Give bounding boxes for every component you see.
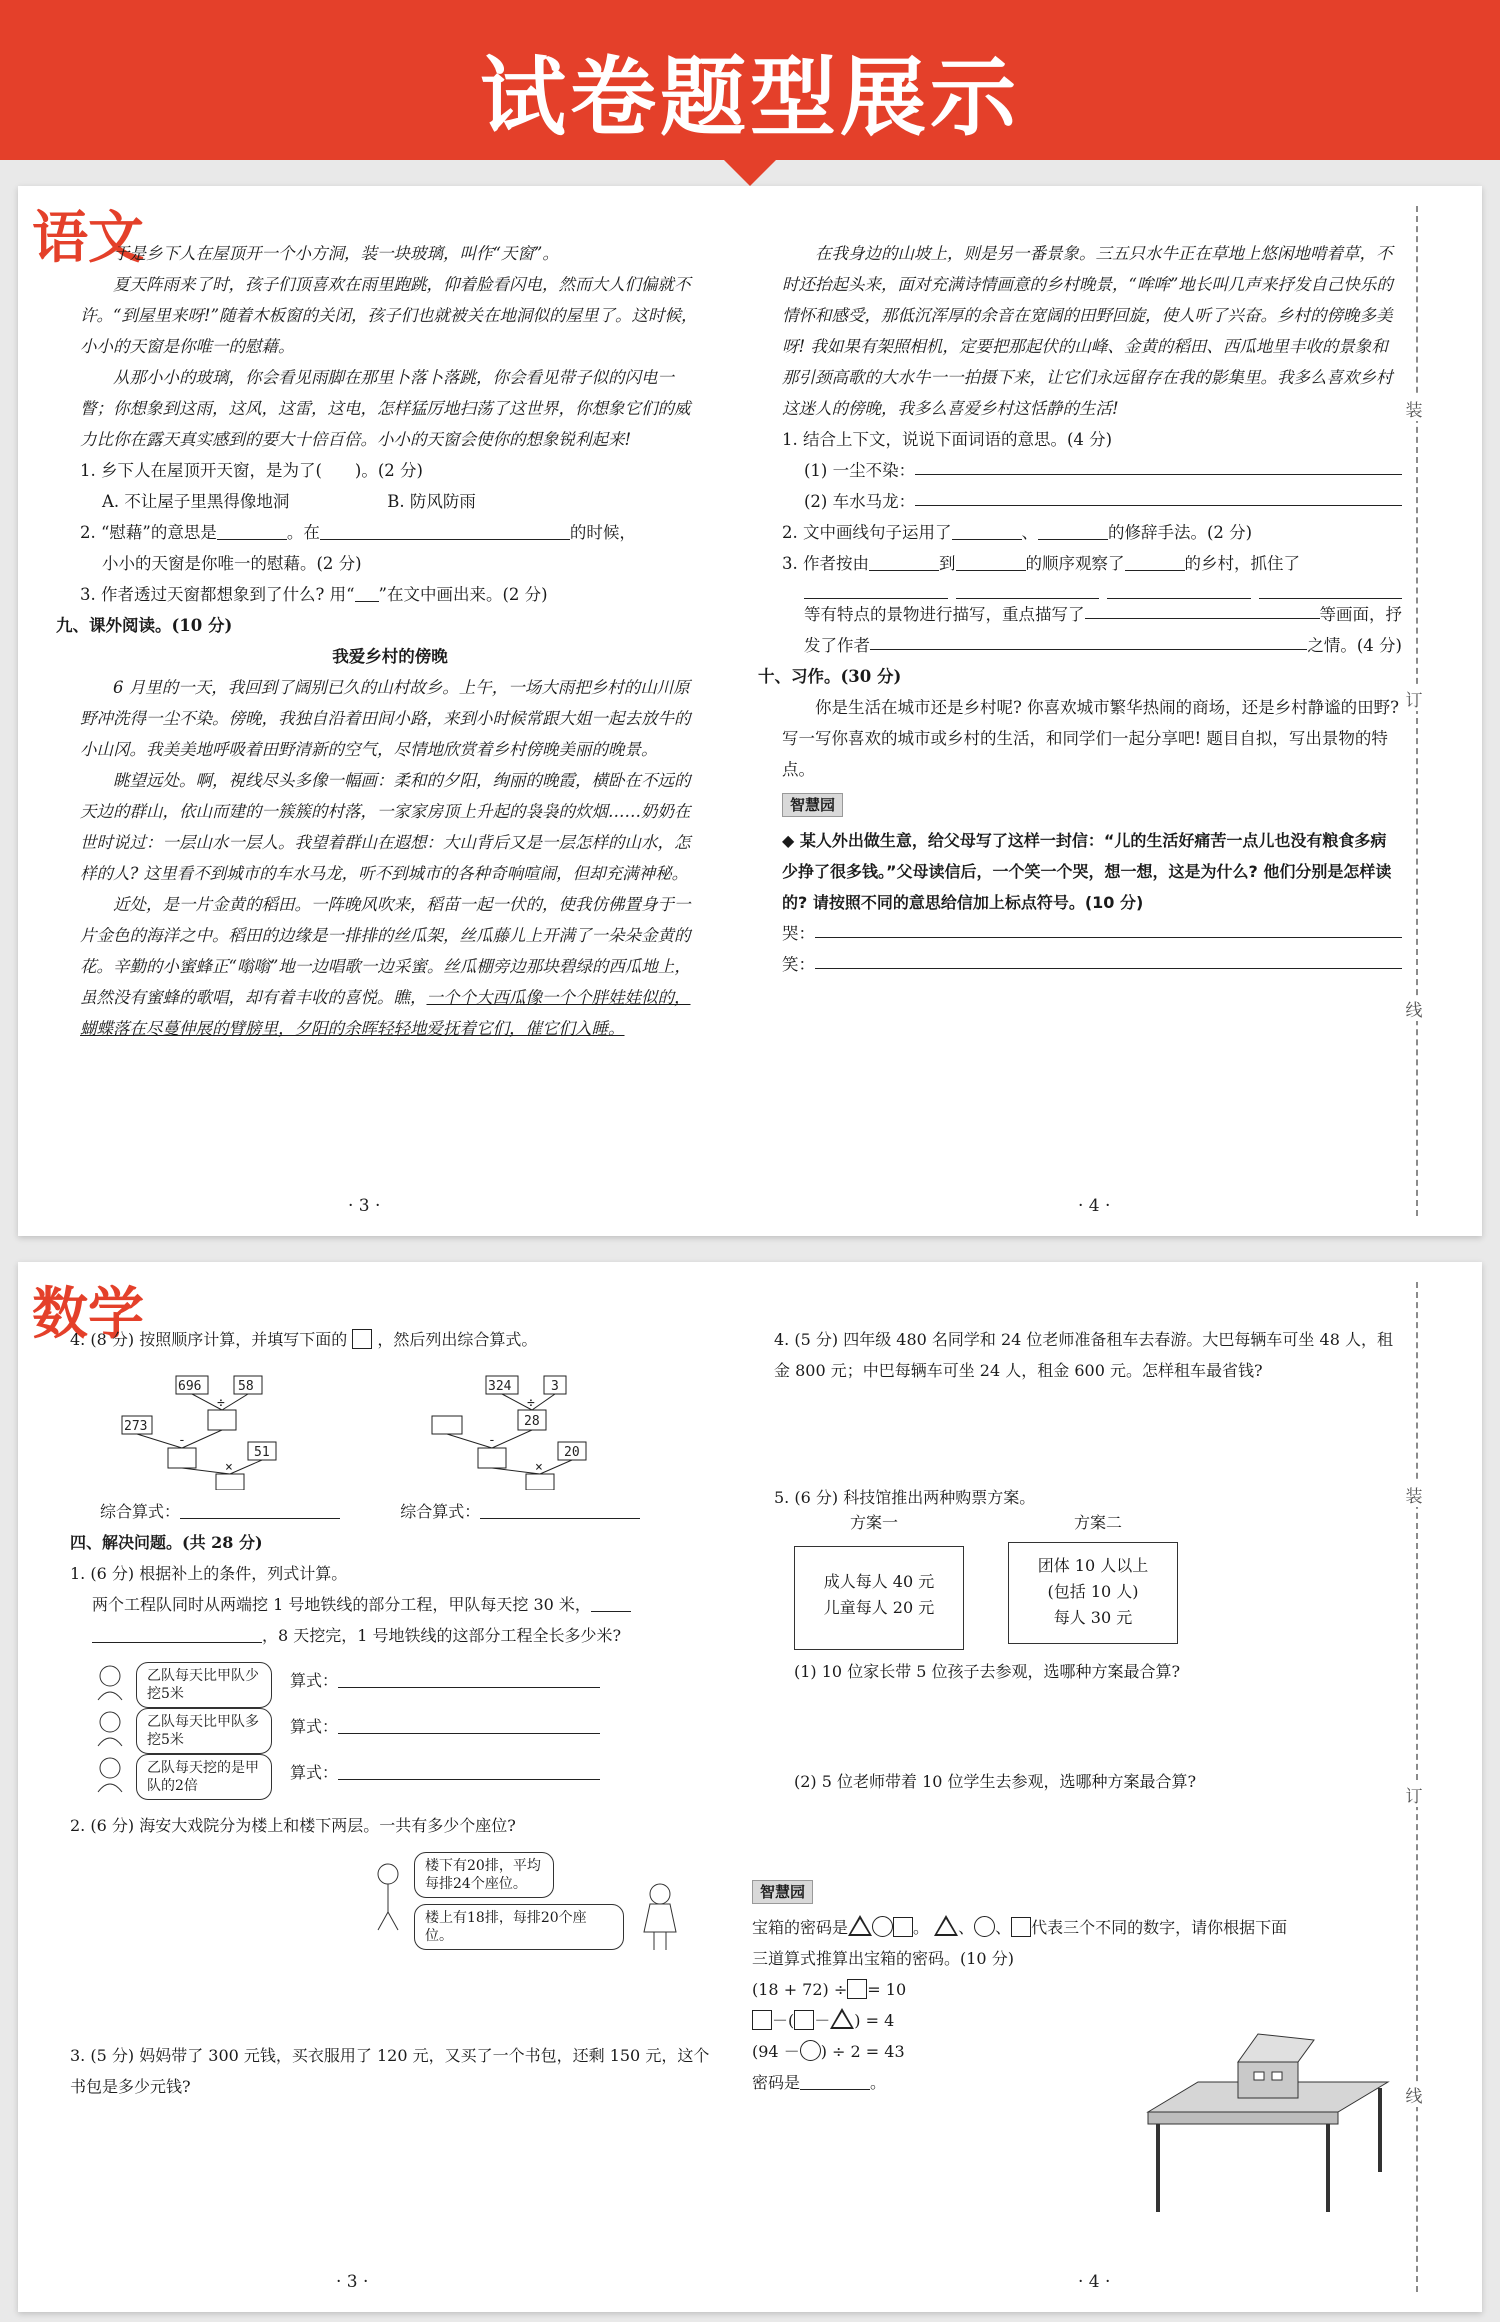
plan-1-title: 方案一 [850,1513,899,1532]
tree1-op-2: - [178,1433,186,1448]
question-1-2 [782,486,1402,517]
question-2-text: 。在 [286,523,320,542]
condition-options [90,1662,650,1802]
question-2 [782,517,1402,548]
question-text: 4. (8 分) 按照顺序计算，并填写下面的 [70,1330,348,1349]
question-1: 1. 结合上下文，说说下面词语的意思。(4 分) [782,430,1113,449]
equation-text: － [814,2011,831,2030]
cry-answer-row [782,918,1402,949]
plan-2-box [1008,1542,1178,1644]
equation-text: ) ÷ 2 = 43 [820,2042,905,2061]
passage-paragraph: 从那小小的玻璃，你会看见雨脚在那里卜落卜落跳，你会看见带子似的闪电一瞥；你想象到这雨，这风，这雷，这电，怎样猛厉地扫荡了这世界，你想象它们的威力比你在露天真实感到的要大十倍百倍。小小的天窗会使你的想象锐利起来! [80,368,691,449]
question-text: ，然后列出综合算式。 [377,1330,538,1349]
tree1-right: 51 [254,1445,270,1460]
tree-2 [432,1376,586,1490]
circle-icon [800,2040,821,2061]
tree2-mid: 28 [524,1414,540,1429]
page-number: · 4 · [1078,1196,1111,1216]
calculation-trees [118,1370,718,1490]
question-text: 的顺序观察了 [1025,554,1125,573]
condition-bubble: 乙队每天比甲队多挖5米 [136,1708,272,1754]
essay-prompt: 你是生活在城市还是乡村呢? 你喜欢城市繁华热闹的商场，还是乡村静谧的田野? 写一写你喜欢的城市或乡村的生活，和同学们一起分享吧! 题目自拟，写出景物的特点。 [782,698,1399,779]
tree2-top-right: 3 [551,1379,559,1394]
tree1-top-right: 58 [238,1379,254,1394]
passage-paragraph: 于是乡下人在屋顶开一个小方洞，装一块玻璃，叫作“天窗”。 [113,244,559,263]
seat-bubble-downstairs: 楼下有20排，平均每排24个座位。 [414,1852,554,1898]
calc-blank[interactable] [338,1668,600,1688]
formula-row [70,1496,710,1527]
plan-1-line: 儿童每人 20 元 [823,1598,935,1617]
section-10-heading: 十、习作。(30 分) [758,667,902,686]
binding-line [1416,206,1418,1216]
girl-icon [640,1882,680,1952]
math-left-page [70,1324,710,1355]
chinese-section-label: 语文 [32,206,144,271]
wisdom-text: 。 [913,1918,930,1937]
problem-5 [774,1482,1394,1513]
option-b: B. 防风防雨 [387,492,476,511]
laugh-answer-blank[interactable] [815,949,1402,969]
square-icon [752,2010,772,2030]
plan-1-line: 成人每人 40 元 [823,1572,935,1591]
equation-text: = 10 [867,1980,907,1999]
password-blank[interactable] [800,2070,870,2090]
kid-icon [90,1754,130,1798]
essay-title: 我爱乡村的傍晚 [332,647,448,666]
problem-2 [70,1810,710,1841]
page-number: · 4 · [1078,2272,1111,2292]
question-text: 的修辞手法。(2 分) [1108,523,1253,542]
question-2-text: 2. “慰藉”的意思是 [80,523,217,542]
answer-blank[interactable] [956,551,1026,571]
tree2-right: 20 [564,1445,580,1460]
problem-5-text: 5. (6 分) 科技馆推出两种购票方案。 [774,1488,1036,1507]
gutter-char: 订 [1404,686,1424,711]
seat-illustration [370,1852,710,1962]
math-left-page-2 [70,1496,710,1651]
question-3-cont [782,599,1402,630]
kid-icon [90,1662,130,1706]
tree1-top-left: 696 [178,1379,202,1394]
treasure-table-icon [1118,2022,1408,2222]
triangle-icon [848,1915,872,1936]
formula-label: 综合算式： [400,1502,481,1521]
calc-row [290,1760,600,1783]
answer-blank[interactable] [591,1592,631,1612]
calc-label: 算式： [290,1671,339,1690]
gutter-char: 装 [1404,396,1424,421]
answer-blank[interactable] [320,520,570,540]
equation-text: (94 － [752,2042,800,2061]
formula-label: 综合算式： [100,1502,181,1521]
plan-2-title: 方案二 [1074,1513,1123,1532]
square-icon [847,1979,867,1999]
problem-2-text: 2. (6 分) 海安大戏院分为楼上和楼下两层。一共有多少个座位? [70,1816,516,1835]
question-text: 等画面，抒 [1319,605,1402,624]
gutter-char: 订 [1404,1782,1424,1807]
chinese-exam-sheet [18,186,1482,1236]
option-a: A. 不让屋子里黑得像地洞 [102,492,290,511]
problem-5-2: (2) 5 位老师带着 10 位学生去参观，选哪种方案最合算? [794,1772,1197,1791]
laugh-answer-row [782,949,1402,980]
question-1-options [80,486,700,517]
wisdom-text: 代表三个不同的数字，请你根据下面 [1031,1918,1288,1937]
calc-label: 算式： [290,1763,339,1782]
calc-row [290,1714,600,1737]
question-2-text: 的时候， [569,523,636,542]
circle-icon [974,1916,995,1937]
problem-1-text [70,1589,710,1620]
answer-blank[interactable] [1125,551,1185,571]
essay-paragraph [80,889,700,1044]
question-2-cont: 小小的天窗是你唯一的慰藉。(2 分) [102,554,362,573]
section-9-heading: 九、课外阅读。(10 分) [56,616,233,635]
tree1-op-1: ÷ [217,1396,225,1411]
tree2-op-3: × [535,1460,543,1475]
triangle-icon [830,2008,854,2029]
boy-icon [370,1862,406,1932]
tree1-mid: 273 [124,1419,148,1434]
math-section-label: 数学 [32,1282,144,1347]
passage-paragraph: 夏天阵雨来了时，孩子们顶喜欢在雨里跑跳，仰着脸看闪电，然而大人们偏就不许。“到屋里来呀!”随着木板窗的关闭，孩子们也就被关在地洞似的屋里了。这时候，小小的天窗是你唯一的慰藉。 [80,275,698,356]
password-label: 密码是 [752,2073,801,2092]
triangle-icon [934,1915,958,1936]
answer-blank[interactable] [869,551,939,571]
square-icon [1011,1917,1031,1937]
answer-blank[interactable] [1107,579,1251,599]
formula-blank[interactable] [480,1499,640,1519]
answer-blank[interactable] [804,579,948,599]
fill-box-icon [352,1329,372,1349]
question-text: 之情。(4 分) [1307,636,1402,655]
answer-blank[interactable] [217,520,287,540]
underlined-sentence: 一个个大西瓜像一个个胖娃娃似的，蝴蝶落在尽蔓伸展的臂膀里，夕阳的余晖轻轻地爱抚着它们，催它们入睡。 [80,988,691,1038]
equation-text: (18 + 72) ÷ [752,1980,848,1999]
question-3-blanks [782,579,1402,599]
problem-1-text [70,1620,710,1651]
question-text: 、 [1021,523,1038,542]
question-1: 1. 乡下人在屋顶开天窗，是为了( )。(2 分) [80,461,423,480]
problem-5-1: (1) 10 位家长带 5 位孩子去参观，选哪种方案最合算? [794,1662,1181,1681]
answer-blank[interactable] [915,486,1402,506]
essay-text: 近处，是一片金黄的稻田。一阵晚风吹来，稻苗一起一伏的，使我仿佛置身于一片金色的海洋之中。稻田的边缘是一排排的丝瓜架，丝瓜藤儿上开满了一朵朵金黄的花。辛勤的小蜜蜂正“嗡嗡”地一边唱歌一边采蜜。丝瓜棚旁边那块碧绿的西瓜地上，虽然没有蜜蜂的歌唱，却有着丰收的喜悦。瞧， [80,895,691,1007]
wisdom-text: 宝箱的密码是 [752,1918,849,1937]
plan-2-line: 团体 10 人以上 [1037,1556,1149,1575]
essay-paragraph: 眺望远处。啊，視线尽头多像一幅画：柔和的夕阳，绚丽的晚霞，横卧在不远的天边的群山，依山而建的一簇簇的村落，一家家房顶上升起的袅袅的炊烟……奶奶在世时说过：一层山水一层人。我望着群山在遐想：大山背后又是一层怎样的山水，怎样的人? 这里看不到城市的车水马龙，听不到城市的各种奇响喧闹，但却充满神秘。 [80,771,691,883]
answer-blank[interactable] [1085,599,1320,619]
question-3-text: 3. 作者透过天窗都想象到了什么? 用“ [80,585,355,604]
question-text: 2. 文中画线句子运用了 [782,523,952,542]
cry-answer-blank[interactable] [815,918,1402,938]
page-number: · 3 · [348,1196,381,1216]
password-text: 。 [870,2073,887,2092]
wisdom-question: ◆ 某人外出做生意，给父母写了这样一封信：“儿的生活好痛苦一点儿也没有粮食多病少挣了很多钱。”父母读信后，一个笑一个哭，想一想，这是为什么? 他们分别是怎样读的? 请按照不同的意思给信加上标点符号。(10 分) [782,831,1392,912]
tree1-op-3: × [225,1460,233,1475]
header-banner [0,0,1500,160]
section-4-heading: 四、解决问题。(共 28 分) [70,1533,263,1552]
gutter-char: 线 [1404,2082,1424,2107]
math-exam-sheet [18,1262,1482,2312]
seat-bubble-upstairs: 楼上有18排，每排20个座位。 [414,1904,624,1950]
answer-blank[interactable] [956,579,1100,599]
essay-paragraph: 6 月里的一天，我回到了阔别已久的山村故乡。上午，一场大雨把乡村的山川原野冲洗得一尘不染。傍晚，我独自沿着田间小路，来到小时候常跟大姐一起去放牛的小山冈。我美美地呼吸着田野清新的空气，尽情地欣赏着乡村傍晚美丽的晚景。 [80,678,691,759]
calc-blank[interactable] [338,1760,600,1780]
problem-3 [70,2040,710,2102]
banner-title: 试卷题型展示 [480,48,1020,148]
formula-blank[interactable] [180,1499,340,1519]
circle-icon [872,1916,893,1937]
tree2-op-1: ÷ [527,1396,535,1411]
plan-1-box [794,1546,964,1650]
calc-blank[interactable] [338,1714,600,1734]
calc-label: 算式： [290,1717,339,1736]
question-text: 到 [939,554,956,573]
math-right-page [774,1324,1394,1386]
condition-bubble: 乙队每天挖的是甲队的2倍 [136,1754,272,1800]
gutter-char: 线 [1404,996,1424,1021]
wisdom-tag: 智慧园 [782,793,843,817]
tree-1 [122,1376,276,1490]
equation-text: －( [772,2011,795,2030]
banner-notch [722,158,778,186]
wisdom-line-2: 三道算式推算出宝箱的密码。(10 分) [752,1949,1014,1968]
passage-paragraph: 在我身边的山坡上，则是另一番景象。三五只水牛正在草地上悠闲地啃着草，不时还抬起头来，面对充满诗情画意的乡村晚景，“哞哞”地长叫几声来抒发自己快乐的情怀和感受，那低沉浑厚的余音在宽阔的田野回旋，使人听了兴奋。乡村的傍晚多美呀! 我如果有架照相机，定要把那起伏的山峰、金黄的稻田、西瓜地里丰收的景象和那引颈高歌的大水牛一一拍摄下来，让它们永远留存在我的影集里。我多么喜欢乡村这迷人的傍晚，我多么喜爱乡村这恬静的生活! [782,244,1393,418]
plan-2-line: (包括 10 人) [1047,1582,1139,1601]
laugh-label: 笑： [782,955,815,974]
calc-row [290,1668,600,1691]
answer-blank[interactable] [92,1623,262,1643]
underline-mark [355,582,379,602]
question-text: 发了作者 [804,636,870,655]
wisdom-tag: 智慧园 [752,1880,813,1904]
question-3 [782,548,1402,579]
tree2-op-2: - [488,1433,496,1448]
question-text: (1) 一尘不染： [804,461,916,480]
question-4 [70,1324,710,1355]
equation-text: ) = 4 [854,2011,895,2030]
problem-text: ，8 天挖完，1 号地铁线的这部分工程全长多少米? [262,1626,622,1645]
question-3-cont [782,630,1402,661]
question-text: 3. 作者按由 [782,554,869,573]
chinese-right-page [758,238,1402,980]
answer-blank[interactable] [870,630,1307,650]
wisdom-line-1: 宝箱的密码是 。 、 、 代表三个不同的数字，请你根据下面 [752,1912,1392,1943]
answer-blank[interactable] [1259,579,1403,599]
square-icon [794,2010,814,2030]
problem-1: 1. (6 分) 根据补上的条件，列式计算。 [70,1564,348,1583]
problem-4: 4. (5 分) 四年级 480 名同学和 24 位老师准备租车去春游。大巴每辆车可坐 48 人，租金 800 元；中巴每辆车可坐 24 人，租金 600 元。怎样租车最省钱? [774,1330,1393,1380]
equation-1 [752,1974,1392,2005]
plan-2-line: 每人 30 元 [1053,1608,1133,1627]
square-icon [893,1917,913,1937]
answer-blank[interactable] [952,520,1022,540]
question-text: 的乡村，抓住了 [1184,554,1300,573]
problem-text: 两个工程队同时从两端挖 1 号地铁线的部分工程，甲队每天挖 30 米， [92,1595,591,1614]
answer-blank[interactable] [915,455,1402,475]
gutter-char: 装 [1404,1482,1424,1507]
question-3-text: ”在文中画出来。(2 分) [378,585,548,604]
condition-bubble: 乙队每天比甲队少挖5米 [136,1662,272,1708]
chinese-left-page [56,238,700,1044]
kid-icon [90,1708,130,1752]
page-number: · 3 · [336,2272,369,2292]
question-3 [80,579,700,610]
question-2 [80,517,700,548]
tree2-top-left: 324 [488,1379,512,1394]
cry-label: 哭： [782,924,815,943]
problem-3-text: 3. (5 分) 妈妈带了 300 元钱，买衣服用了 120 元，又买了一个书包，还剩 150 元，这个书包是多少元钱? [70,2046,710,2096]
question-text: 等有特点的景物进行描写，重点描写了 [804,605,1085,624]
answer-blank[interactable] [1038,520,1108,540]
question-1-1 [782,455,1402,486]
question-text: (2) 车水马龙： [804,492,916,511]
